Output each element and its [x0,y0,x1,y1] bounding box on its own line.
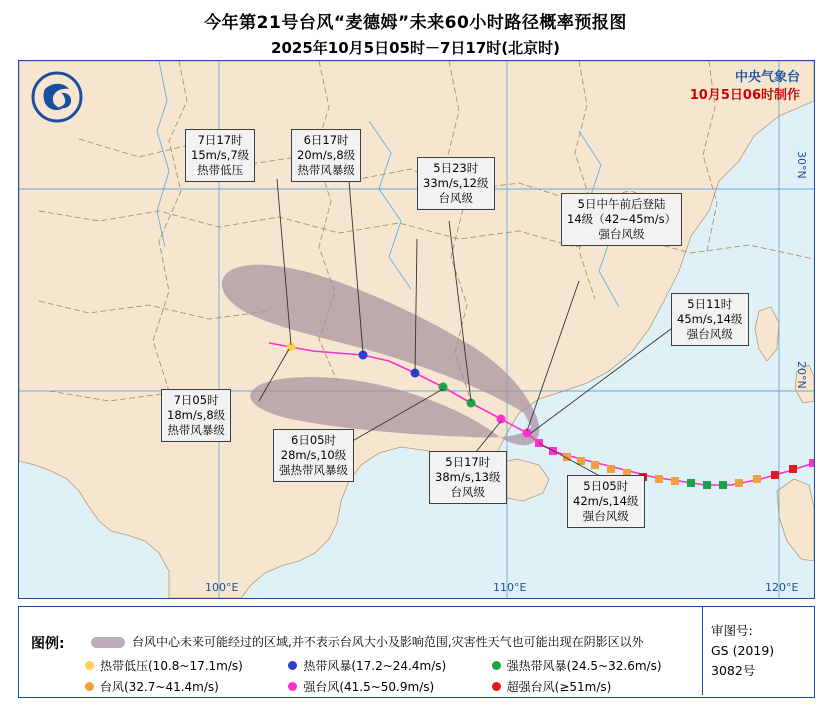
forecast-label-6d05[interactable] [273,429,354,482]
map-canvas [19,61,814,598]
legend-item-label: 强热带风暴(24.5~32.6m/s) [506,659,662,673]
legend-left [19,607,701,695]
legend-panel [18,606,815,698]
severe-typhoon-dot-icon [288,682,297,691]
tropical-depression-dot-icon [85,661,94,670]
cone-swatch-icon [91,637,125,648]
forecast-wind: 45m/s,14级 [677,312,743,326]
forecast-wind: 14级（42~45m/s） [567,212,677,226]
legend-item-stf [288,678,491,695]
forecast-label-landfall[interactable] [561,193,682,246]
legend-items [85,657,695,699]
legend-item-label: 热带低压(10.8~17.1m/s) [100,659,243,673]
cma-logo-icon [31,71,83,123]
typhoon-track-map[interactable] [18,60,815,599]
title-line-1: 今年第21号台风“麦德姆”未来60小时路径概率预报图 [204,13,627,33]
legend-shade-row [91,633,644,650]
severe-tropical-storm-dot-icon [492,661,501,670]
forecast-label-5d23[interactable] [417,157,495,210]
forecast-category: 热带风暴级 [167,423,225,437]
forecast-label-7d05[interactable] [161,389,231,442]
forecast-category: 强热带风暴级 [279,463,348,477]
forecast-category: 热带低压 [197,163,244,177]
forecast-time: 5日23时 [433,161,479,175]
forecast-time: 5日17时 [445,455,491,469]
forecast-label-5d05[interactable] [567,475,645,528]
forecast-wind: 38m/s,13级 [435,470,501,484]
forecast-time: 6日17时 [303,133,349,147]
legend-item-label: 台风(32.7~41.4m/s) [100,680,219,694]
agency-issue-time: 10月5日06时制作 [689,88,800,103]
super-typhoon-dot-icon [492,682,501,691]
forecast-wind: 28m/s,10级 [280,448,347,462]
forecast-label-6d17[interactable] [291,129,361,182]
legend-item-sustf [492,678,695,695]
forecast-category: 热带风暴级 [297,163,355,177]
chart-title [0,8,831,58]
forecast-time: 6日05时 [291,433,336,447]
legend-title: 图例: [31,636,65,652]
lat-tick-20n: 20°N [795,361,808,389]
forecast-category: 强台风级 [582,509,629,523]
tropical-storm-dot-icon [288,661,297,670]
approval-number: GS (2019) 3082号 [711,643,775,678]
legend-item-td [85,657,288,674]
forecast-category: 强台风级 [686,327,733,341]
forecast-time: 5日05时 [583,479,629,493]
lon-tick-110e: 110°E [493,581,527,594]
forecast-label-5d17[interactable] [429,451,507,504]
agency-name: 中央气象台 [734,70,800,85]
legend-item-label: 强台风(41.5~50.9m/s) [303,680,435,694]
legend-item-sts [492,657,695,674]
approval-label: 审图号: [711,623,753,638]
forecast-wind: 33m/s,12级 [423,176,489,190]
forecast-time: 5日11时 [687,297,733,311]
issuing-agency [690,69,800,105]
legend-item-tf [85,678,288,695]
forecast-label-5d11[interactable] [671,293,749,346]
forecast-time: 5日中午前后登陆 [577,197,666,211]
forecast-wind: 15m/s,7级 [191,148,250,162]
legend-item-label: 超强台风(≥51m/s) [506,680,612,694]
legend-item-label: 热带风暴(17.2~24.4m/s) [303,659,447,673]
legend-item-ts [288,657,491,674]
lat-tick-30n: 30°N [795,151,808,179]
lon-tick-120e: 120°E [765,581,799,594]
legend-row-2 [85,678,695,695]
legend-shade-note: 台风中心未来可能经过的区域,并不表示台风大小及影响范围,灾害性天气也可能出现在阴影区以外 [132,635,644,649]
forecast-label-7d17[interactable] [185,129,255,182]
forecast-wind: 42m/s,14级 [573,494,639,508]
forecast-category: 台风级 [450,485,485,499]
forecast-time: 7日05时 [173,393,219,407]
forecast-time: 7日17时 [197,133,243,147]
forecast-wind: 20m/s,8级 [297,148,356,162]
forecast-wind: 18m/s,8级 [167,408,226,422]
forecast-category: 台风级 [438,191,473,205]
typhoon-dot-icon [85,682,94,691]
title-line-2: 2025年10月5日05时－7日17时(北京时) [271,39,560,57]
legend-row-1 [85,657,695,674]
lon-tick-100e: 100°E [205,581,239,594]
forecast-category: 强台风级 [598,227,645,241]
approval-block [702,607,813,695]
